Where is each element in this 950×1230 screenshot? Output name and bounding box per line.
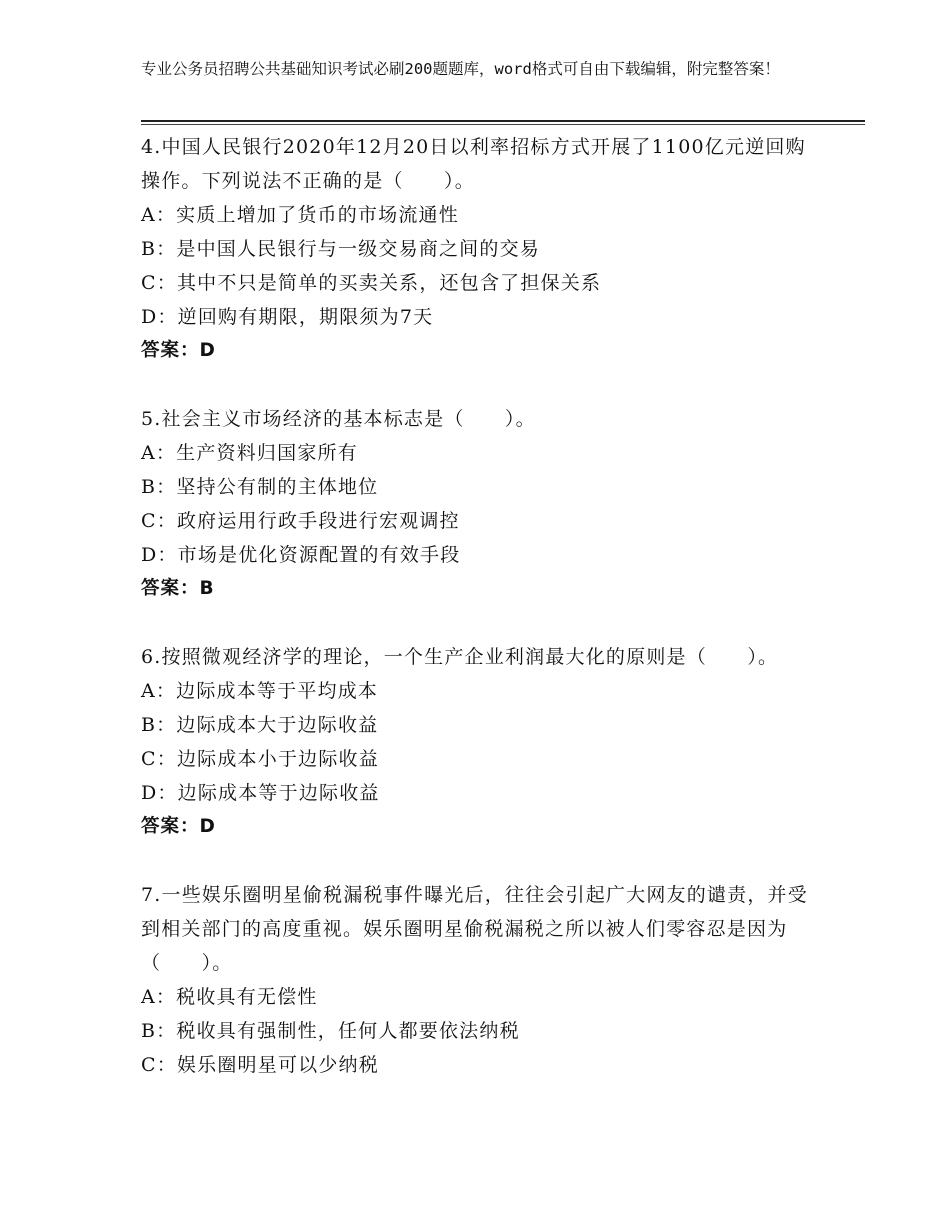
- option-a: A：实质上增加了货币的市场流通性: [141, 204, 459, 226]
- option-d: D：市场是优化资源配置的有效手段: [141, 544, 461, 566]
- question-list: [141, 130, 821, 1116]
- document-header: 专业公务员招聘公共基础知识考试必刷200题题库，word格式可自由下载编辑，附完整答案！: [141, 60, 780, 78]
- option-c: C：政府运用行政手段进行宏观调控: [141, 510, 460, 532]
- question-stem: 7.一些娱乐圈明星偷税漏税事件曝光后，往往会引起广大网友的谴责，并受到相关部门的高度重视。娱乐圈明星偷税漏税之所以被人们零容忍是因为（ ）。: [141, 884, 808, 974]
- option-b: B：税收具有强制性，任何人都要依法纳税: [141, 1020, 520, 1042]
- answer-line: 答案：D: [141, 340, 216, 361]
- option-c: C：其中不只是简单的买卖关系，还包含了担保关系: [141, 272, 602, 294]
- question-5: [141, 402, 821, 606]
- option-b: B：坚持公有制的主体地位: [141, 476, 379, 498]
- question-4: [141, 130, 821, 368]
- question-stem: 5.社会主义市场经济的基本标志是（ ）。: [141, 408, 536, 430]
- option-c: C：娱乐圈明星可以少纳税: [141, 1054, 379, 1076]
- option-b: B：边际成本大于边际收益: [141, 714, 379, 736]
- answer-line: 答案：D: [141, 816, 216, 837]
- header-divider-thick: [141, 120, 865, 122]
- option-d: D：逆回购有期限，期限须为7天: [141, 306, 434, 328]
- question-stem: 4.中国人民银行2020年12月20日以利率招标方式开展了1100亿元逆回购操作。下列说法不正确的是（ ）。: [141, 136, 806, 192]
- option-a: A：生产资料归国家所有: [141, 442, 358, 464]
- option-d: D：边际成本等于边际收益: [141, 782, 380, 804]
- option-c: C：边际成本小于边际收益: [141, 748, 379, 770]
- option-b: B：是中国人民银行与一级交易商之间的交易: [141, 238, 540, 260]
- question-6: [141, 640, 821, 844]
- answer-line: 答案：B: [141, 578, 215, 599]
- header-divider-thin: [141, 124, 865, 125]
- question-7: [141, 878, 821, 1082]
- question-stem: 6.按照微观经济学的理论，一个生产企业利润最大化的原则是（ ）。: [141, 646, 779, 668]
- option-a: A：边际成本等于平均成本: [141, 680, 379, 702]
- option-a: A：税收具有无偿性: [141, 986, 318, 1008]
